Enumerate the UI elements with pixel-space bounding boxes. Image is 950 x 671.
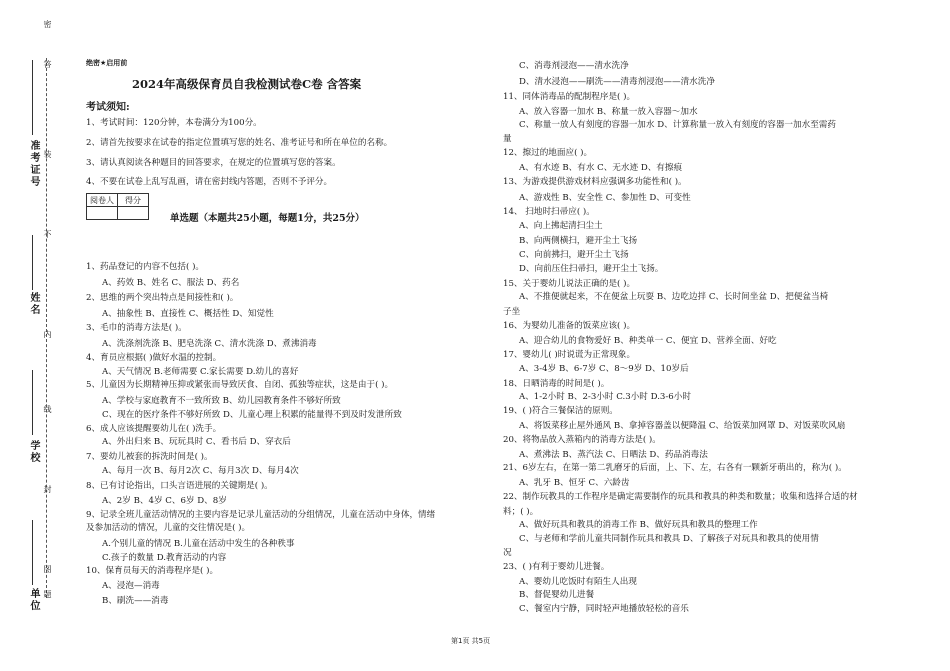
candidate-number-line [32,60,33,135]
section-heading: 单选题（本题共25小题，每题1分，共25分） [170,213,365,224]
question-line: D、向前压住扫帚扫，避开尘土飞扬。 [519,264,664,274]
question-line: 13、为游戏提供游戏材料应强调多功能性和( )。 [503,177,687,187]
question-line: 7、要幼儿被套的拆洗时间是( )。 [86,452,213,462]
margin-char: 内 [43,330,52,338]
question-line: D、清水浸泡——刷洗——清毒剂浸泡——清水洗净 [519,77,715,87]
notice-title: 考试须知: [86,102,130,113]
question-line: A、向上拂起清扫尘土 [519,221,603,231]
margin-char: 不 [43,230,52,238]
question-line: A、放入容器一加水 B、称量一放入容器～加水 [519,107,698,117]
candidate-number-label: 准考证号 [28,140,39,188]
question-line: A、药效 B、姓名 C、服法 D、药名 [102,278,240,288]
question-line: 22、制作玩教具的工作程序是确定需要制作的玩具和教具的种类和数量；收集和选择合适的材 [503,492,858,502]
question-line: 料；( )。 [503,507,539,517]
margin-char: 答 [43,60,52,68]
question-line: 8、已有讨论指出，口头言语进展的关键期是( )。 [86,481,273,491]
question-line: A、浸泡—消毒 [102,581,160,591]
notice-1: 1、考试时间：120分钟，本卷满分为100分。 [86,118,262,128]
name-line [32,235,33,290]
question-line: A、婴幼儿吃饭时有陌生人出现 [519,577,637,587]
margin-char: 装 [43,150,52,158]
grader-cell: 阅卷人 [87,194,118,207]
question-line: B、刷洗——消毒 [102,596,169,606]
question-line: 况 [503,548,512,558]
margin-char: 题 [43,590,52,598]
question-line: A、有水迹 B、有水 C、无水迹 D、有擦痕 [519,163,683,173]
question-line: 15、关于婴幼儿说法正确的是( )。 [503,279,636,289]
question-line: A、迎合幼儿的食物爱好 B、种类单一 C、便宜 D、营养全面、好吃 [519,336,777,346]
question-line: A、乳牙 B、恒牙 C、六龄齿 [519,478,630,488]
question-line: A、1-2小时 B、2-3小时 C.3小时 D.3-6小时 [519,392,691,402]
score-blank [118,207,149,220]
question-line: A、做好玩具和教具的消毒工作 B、做好玩具和教具的整理工作 [519,520,758,530]
question-line: A、抽象性 B、直接性 C、概括性 D、知觉性 [102,309,274,319]
question-line: 5、儿童因为长期精神压抑或紧张而导致厌食、自闭、孤独等症状，这是由于( )。 [86,380,394,390]
question-line: 量 [503,134,512,144]
score-cell: 得分 [118,194,149,207]
question-line: 及参加活动的情况，儿童的交往情况是( )。 [86,523,251,533]
notice-2: 2、请首先按要求在试卷的指定位置填写您的姓名、准考证号和所在单位的名称。 [86,138,393,148]
question-line: A、天气情况 B.老师需要 C.家长需要 D.幼儿的喜好 [102,367,299,377]
question-line: C、现在的医疗条件不够好所致 D、儿童心理上积累的能量得不到及时发泄所致 [102,410,402,420]
question-line: 6、成人应该提醒要幼儿在( )洗手。 [86,424,222,434]
question-line: 1、药品登记的内容不包括( )。 [86,262,205,272]
question-line: 17、婴幼儿( )时说谎为正常现象。 [503,350,636,360]
question-line: C、消毒剂浸泡——清水洗净 [519,61,629,71]
question-line: A、每月一次 B、每月2次 C、每月3次 D、每月4次 [102,466,299,476]
margin-char: 图 [43,565,52,573]
question-line: 20、将物品放入蒸箱内的消毒方法是( )。 [503,435,661,445]
question-line: A、不推便就起来，不在便盆上玩耍 B、边吃边拌 C、长时间坐盆 D、把便盆当椅 [519,292,829,302]
question-line: 23、( )有利于婴幼儿进餐。 [503,562,610,572]
question-line: 2、思维的两个突出特点是间接性和( )。 [86,293,239,303]
unit-label: 单位 [28,588,39,612]
question-line: A、2岁 B、4岁 C、6岁 D、8岁 [102,496,227,506]
question-line: A、将饭菜移止屋外通风 B、拿掉容器盖以便降温 C、给饭菜加网罩 D、对饭菜吹风扇 [519,421,846,431]
question-line: C、向前拂扫，避开尘土飞扬 [519,250,629,260]
grader-blank [87,207,118,220]
margin-char: 线 [43,405,52,413]
notice-4: 4、不要在试卷上乱写乱画，请在密封线内答题，否则不予评分。 [86,177,333,187]
school-line [32,370,33,435]
secret-mark: 绝密★启用前 [86,59,128,67]
question-line: 16、为婴幼儿准备的饭菜应该( )。 [503,321,636,331]
question-line: 12、擦过的地面应( )。 [503,148,593,158]
question-line: 子坐 [503,307,521,317]
question-line: 21、6岁左右，在第一第二乳磨牙的后面，上、下、左，右各有一颗新牙萌出的，称为( )。 [503,463,847,473]
question-line: B、督促婴幼儿进餐 [519,590,595,600]
question-line: 10、保育员每天的消毒程序是( )。 [86,566,219,576]
notice-3: 3、请认真阅读各种题目的回答要求，在规定的位置填写您的答案。 [86,158,341,168]
page-footer: 第1页 共5页 [451,637,491,645]
question-line: A、煮沸法 B、蒸汽法 C、日晒法 D、药品消毒法 [519,450,708,460]
question-line: C、称量一放人有刻度的容器一加水 D、计算称量一放入有刻度的容器一加水至需药 [519,120,836,130]
question-line: 14、 扫地时扫帚应( )。 [503,207,595,217]
margin-char: 密 [43,20,52,28]
question-line: 3、毛巾的消毒方法是( )。 [86,323,187,333]
question-line: A、3-4岁 B、6-7岁 C、8～9岁 D、10岁后 [519,364,689,374]
question-line: 4、育员应根据( )做好水温的控制。 [86,353,222,363]
seal-dashed-line [46,58,47,598]
question-line: A、外出归来 B、玩玩具时 C、看书后 D、穿衣后 [102,437,291,447]
question-line: C.孩子的数量 D.教育活动的内容 [102,553,227,563]
question-line: C、餐室内宁静，同时轻声地播放轻松的音乐 [519,604,689,614]
question-line: 18、日晒消毒的时间是( )。 [503,379,610,389]
question-line: A、学校与家庭教育不一致所致 B、幼儿园教育条件不够好所致 [102,396,341,406]
margin-char: 封 [43,485,52,493]
name-label: 姓名 [28,292,39,316]
question-line: C、与老师和学前儿童共同制作玩具和教具 D、了解孩子对玩具和教具的使用情 [519,534,819,544]
school-label: 学校 [28,440,39,464]
unit-line [32,520,33,585]
question-line: A、洗涤剂洗涤 B、肥皂洗涤 C、清水洗涤 D、煮沸消毒 [102,339,317,349]
question-line: 9、记录全班儿童活动情况的主要内容是记录儿童活动的分组情况，儿童在活动中身体，情绪 [86,510,436,520]
question-line: 11、同体消毒品的配制程序是( )。 [503,92,636,102]
question-line: B、向两侧横扫，避开尘土飞扬 [519,236,638,246]
score-table [86,193,149,220]
question-line: A.个别儿童的情况 B.儿童在活动中发生的各种秩事 [102,539,295,549]
paper-title: 2024年高级保育员自我检测试卷C卷 含答案 [132,77,362,91]
question-line: 19、( )符合三餐保洁的原则。 [503,406,618,416]
question-line: A、游戏性 B、安全性 C、参加性 D、可变性 [519,193,691,203]
